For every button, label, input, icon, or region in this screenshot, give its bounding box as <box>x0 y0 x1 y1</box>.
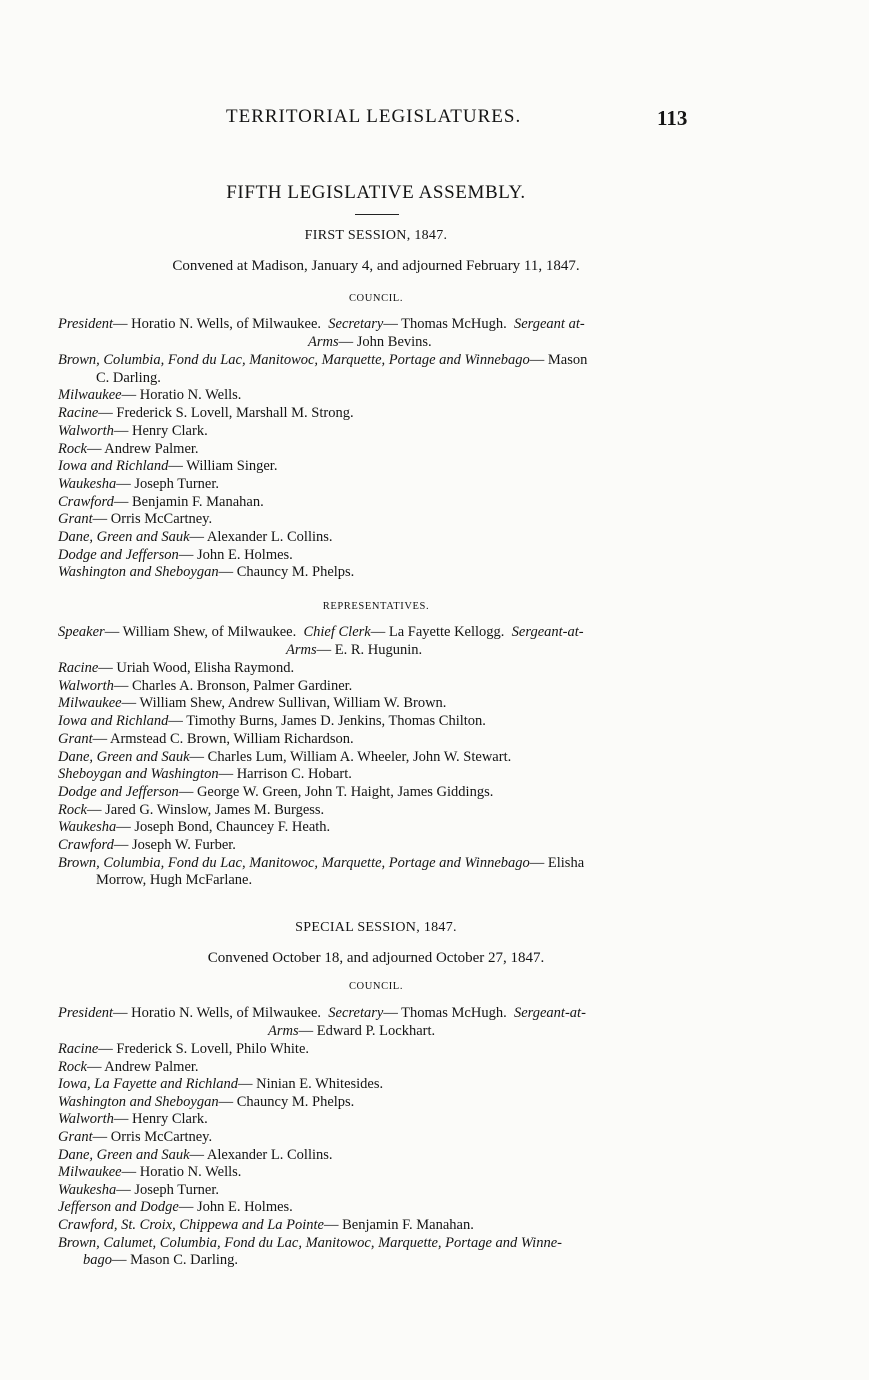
running-head-title: TERRITORIAL LEGISLATURES. <box>226 106 522 127</box>
district-name: Walworth <box>58 1111 114 1128</box>
district-name: Rock <box>58 801 87 818</box>
members-text: — Henry Clark. <box>113 1111 208 1128</box>
special-session-title: SPECIAL SESSION, 1847. <box>295 920 457 935</box>
member-entry <box>58 837 698 855</box>
first-session-convened: Convened at Madison, January 4, and adjourned February 11, 1847. <box>172 258 580 274</box>
district-name: Racine <box>58 1041 99 1057</box>
district-name: Crawford, St. Croix, Chippewa and La Pointe <box>58 1217 324 1233</box>
first-council-label: COUNCIL. <box>348 293 404 304</box>
district-name: Washington and Sheboygan <box>58 1093 219 1110</box>
members-text: — John E. Holmes. <box>178 546 293 563</box>
first-representatives-label: REPRESENTATIVES. <box>322 601 430 612</box>
district-name: Iowa and Richland <box>58 458 169 475</box>
members-text: — Armstead C. Brown, William Richardson. <box>92 730 354 747</box>
district-name: Washington and Sheboygan <box>58 564 219 581</box>
members-text: — Henry Clark. <box>113 422 208 439</box>
first-representatives-officers: Speaker— William Shew, of Milwaukee. Chief Clerk— La Fayette Kellogg. Sergeant-at- Arms— E. R. Hugunin. <box>58 624 584 658</box>
district-name: Dane, Green and Sauk <box>58 748 190 765</box>
district-name: Milwaukee <box>58 695 122 712</box>
members-text: — Jared G. Winslow, James M. Burgess. <box>86 801 325 818</box>
district-name: Jefferson and Dodge <box>58 1199 179 1216</box>
member-entry <box>58 1217 698 1235</box>
members-text: — Chauncy M. Phelps. <box>218 564 355 581</box>
district-name: Rock <box>58 1058 87 1075</box>
members-text-continued: C. Darling. <box>96 369 161 386</box>
member-entry <box>58 423 698 441</box>
district-name: Crawford <box>58 493 114 510</box>
member-entry <box>58 749 698 767</box>
members-text: — George W. Green, John T. Haight, James Giddings. <box>178 783 494 800</box>
district-name: Brown, Columbia, Fond du Lac, Manitowoc, Marquette, Portage and Winnebago <box>58 352 530 368</box>
members-text: — Horatio N. Wells. <box>121 387 242 404</box>
member-entry <box>58 855 698 890</box>
members-text: — Charles Lum, William A. Wheeler, John W. Stewart. <box>189 748 512 765</box>
district-name: Walworth <box>58 677 114 694</box>
district-name: Dodge and Jefferson <box>58 546 179 563</box>
member-entry <box>58 1129 698 1147</box>
members-text: — Harrison C. Hobart. <box>218 766 352 783</box>
special-council-officers: President— Horatio N. Wells, of Milwaukee. Secretary— Thomas McHugh. Sergeant-at- Arms— Edward P. Lockhart. <box>58 1005 586 1039</box>
member-entry <box>58 494 698 512</box>
member-entry <box>58 802 698 820</box>
district-name: Grant <box>58 1129 93 1145</box>
district-name: Iowa and Richland <box>58 713 169 730</box>
district-name: Brown, Columbia, Fond du Lac, Manitowoc, Marquette, Portage and Winnebago <box>58 854 530 871</box>
members-text: — Benjamin F. Manahan. <box>113 493 264 510</box>
district-name: Milwaukee <box>58 1164 122 1181</box>
member-entry <box>58 766 698 784</box>
members-text: — Ninian E. Whitesides. <box>238 1076 384 1093</box>
member-entry <box>58 1164 698 1182</box>
district-name: Grant <box>58 511 93 528</box>
member-entry <box>58 547 698 565</box>
member-entry <box>58 1094 698 1112</box>
members-text: — William Singer. <box>168 458 278 475</box>
district-name: Iowa, La Fayette and Richland <box>58 1076 239 1093</box>
members-text: — Joseph Bond, Chauncey F. Heath. <box>116 819 331 836</box>
members-text: — Alexander L. Collins. <box>189 529 333 545</box>
district-name: Waukesha <box>58 819 117 836</box>
member-entry <box>58 731 698 749</box>
members-text: — Orris McCartney. <box>92 511 213 528</box>
members-text-continued: — Mason C. Darling. <box>112 1252 239 1269</box>
district-name: Grant <box>58 730 93 747</box>
members-text: — Joseph W. Furber. <box>113 837 236 853</box>
district-name: Racine <box>58 660 99 676</box>
members-text: — Chauncy M. Phelps. <box>218 1093 355 1110</box>
district-name: Milwaukee <box>58 387 122 404</box>
district-name: Sheboygan and Washington <box>58 766 219 783</box>
members-text: — Mason <box>529 352 588 368</box>
member-entry <box>58 819 698 837</box>
member-entry <box>58 784 698 802</box>
district-name: Racine <box>58 405 99 422</box>
member-entry <box>58 405 698 423</box>
district-name: Brown, Calumet, Columbia, Fond du Lac, Manitowoc, Marquette, Portage and Winne- <box>58 1234 562 1251</box>
member-entry <box>58 1111 698 1129</box>
member-entry <box>58 387 698 405</box>
member-entry <box>58 660 698 678</box>
special-session-convened: Convened October 18, and adjourned October 27, 1847. <box>207 950 545 966</box>
member-entry <box>58 1059 698 1077</box>
member-entry <box>58 441 698 459</box>
member-entry <box>58 529 698 547</box>
member-entry <box>58 695 698 713</box>
district-name: Waukesha <box>58 1181 117 1198</box>
title-rule <box>355 214 399 215</box>
members-text: — William Shew, Andrew Sullivan, William W. Brown. <box>121 695 447 712</box>
member-entry <box>58 1041 698 1059</box>
district-name: Rock <box>58 440 87 457</box>
first-council-officers: President— Horatio N. Wells, of Milwaukee. Secretary— Thomas McHugh. Sergeant at- Arms— John Bevins. <box>58 316 585 350</box>
district-name: Dane, Green and Sauk <box>58 529 190 545</box>
members-text: — Andrew Palmer. <box>86 1058 199 1075</box>
page-number: 113 <box>657 106 688 130</box>
member-entry <box>58 1147 698 1165</box>
district-name: Crawford <box>58 837 114 853</box>
members-text: — Benjamin F. Manahan. <box>323 1217 474 1233</box>
members-text-continued: Morrow, Hugh McFarlane. <box>96 872 253 889</box>
member-entry <box>58 1235 698 1270</box>
first-session-title: FIRST SESSION, 1847. <box>304 228 448 243</box>
assembly-title: FIFTH LEGISLATIVE ASSEMBLY. <box>226 182 526 203</box>
member-entry <box>58 352 698 387</box>
members-text: — Elisha <box>529 854 585 871</box>
member-entry <box>58 1182 698 1200</box>
district-name: Walworth <box>58 422 114 439</box>
members-text: — Alexander L. Collins. <box>189 1146 333 1163</box>
member-entry <box>58 1076 698 1094</box>
running-head <box>0 106 869 136</box>
members-text: — Orris McCartney. <box>92 1129 213 1145</box>
member-entry <box>58 458 698 476</box>
member-entry <box>58 511 698 529</box>
member-entry <box>58 1199 698 1217</box>
members-text: — Joseph Turner. <box>116 475 219 492</box>
members-text: — Joseph Turner. <box>116 1181 219 1198</box>
members-text: — Uriah Wood, Elisha Raymond. <box>98 660 295 676</box>
member-entry <box>58 476 698 494</box>
members-text: — Frederick S. Lovell, Marshall M. Strong. <box>98 405 354 422</box>
district-name: Waukesha <box>58 475 117 492</box>
members-text: — Andrew Palmer. <box>86 440 199 457</box>
members-text: — Timothy Burns, James D. Jenkins, Thomas Chilton. <box>168 713 486 730</box>
special-council-label: COUNCIL. <box>348 981 404 992</box>
member-entry <box>58 713 698 731</box>
members-text: — Horatio N. Wells. <box>121 1164 242 1181</box>
district-name-continued: bago <box>83 1252 112 1269</box>
member-entry <box>58 678 698 696</box>
district-name: Dane, Green and Sauk <box>58 1146 190 1163</box>
members-text: — John E. Holmes. <box>178 1199 293 1216</box>
member-entry <box>58 564 698 582</box>
members-text: — Charles A. Bronson, Palmer Gardiner. <box>113 677 353 694</box>
district-name: Dodge and Jefferson <box>58 783 179 800</box>
members-text: — Frederick S. Lovell, Philo White. <box>98 1041 310 1057</box>
